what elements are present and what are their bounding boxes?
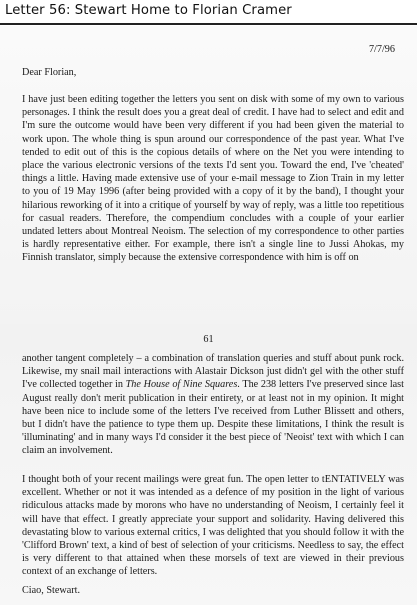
- paragraph-2: [22, 352, 404, 458]
- book-title: The House of Nine Squares: [125, 379, 238, 391]
- page-title: Letter 56: Stewart Home to Florian Cramer: [5, 3, 292, 18]
- page-number: 61: [203, 334, 214, 345]
- paragraph-2-text-b: . The 238 letters I've preserved since last August really don't merit publication in their entirety, or at least not in my opinion. It might have been nice to include some of the letters I've received from Luther Blissett and others, but I didn't have the patience to type them up. Despite these limitations, I think the result is 'illuminating' and in many ways I'd consider it the best piece of 'Neoist' text with which I can claim an involvement.: [22, 379, 404, 457]
- letter-closing: Ciao, Stewart.: [22, 585, 81, 596]
- letter-date: 7/7/96: [368, 44, 395, 55]
- paragraph-2-text-a: another tangent completely – a combination of translation queries and stuff about punk rock. Likewise, my snail mail interactions with Alastair Dickson just didn't gel with the other stuff I've collected together in: [22, 353, 404, 391]
- paragraph-1: I have just been editing together the letters you sent on disk with some of my own to various personages. I think the result does you a great deal of credit. I have had to select and edit and I'm sure the outcome would have been very different if you had been given the material to work upon. The whole thing is spun around our correspondence of the past year. What I've tended to edit out of this is the copious details of where on the Net you were intending to place the various electronic versions of the texts I'd sent you. Toward the end, I've 'cheated' things a little. Having made extensive use of your e-mail message to Zion Train in my letter to you of 19 May 1996 (after being provided with a copy of it by the band), I thought your hilarious reworking of it into a critique of yourself by way of reply, was a little too repetitious for casual readers. Therefore, the compendium concludes with a couple of your earlier undated letters about Montreal Neoism. The selection of my correspondence to other parties is hardly representative either. For example, there isn't a single line to Jussi Ahokas, my Finnish translator, simply because the extensive correspondence with him is off on: [22, 94, 404, 264]
- paragraph-3: I thought both of your recent mailings were great fun. The open letter to tENTATIVELY was excellent. Whether or not it was intended as a defence of my position in the light of various ridiculous attacks made by morons who have no understanding of Neoism, I certainly feel it will have that effect. I greatly appreciate your support and solidarity. Having delivered this devastating blow to various external critics, I was delighted that you should follow it with the 'Clifford Brown' text, a kind of best of selection of your criticisms. Needless to say, the effect is very different to that attained when these morsels of text are viewed in their previous context of an exchange of letters.: [22, 474, 404, 578]
- title-divider: [0, 23, 417, 25]
- letter-greeting: Dear Florian,: [22, 67, 77, 78]
